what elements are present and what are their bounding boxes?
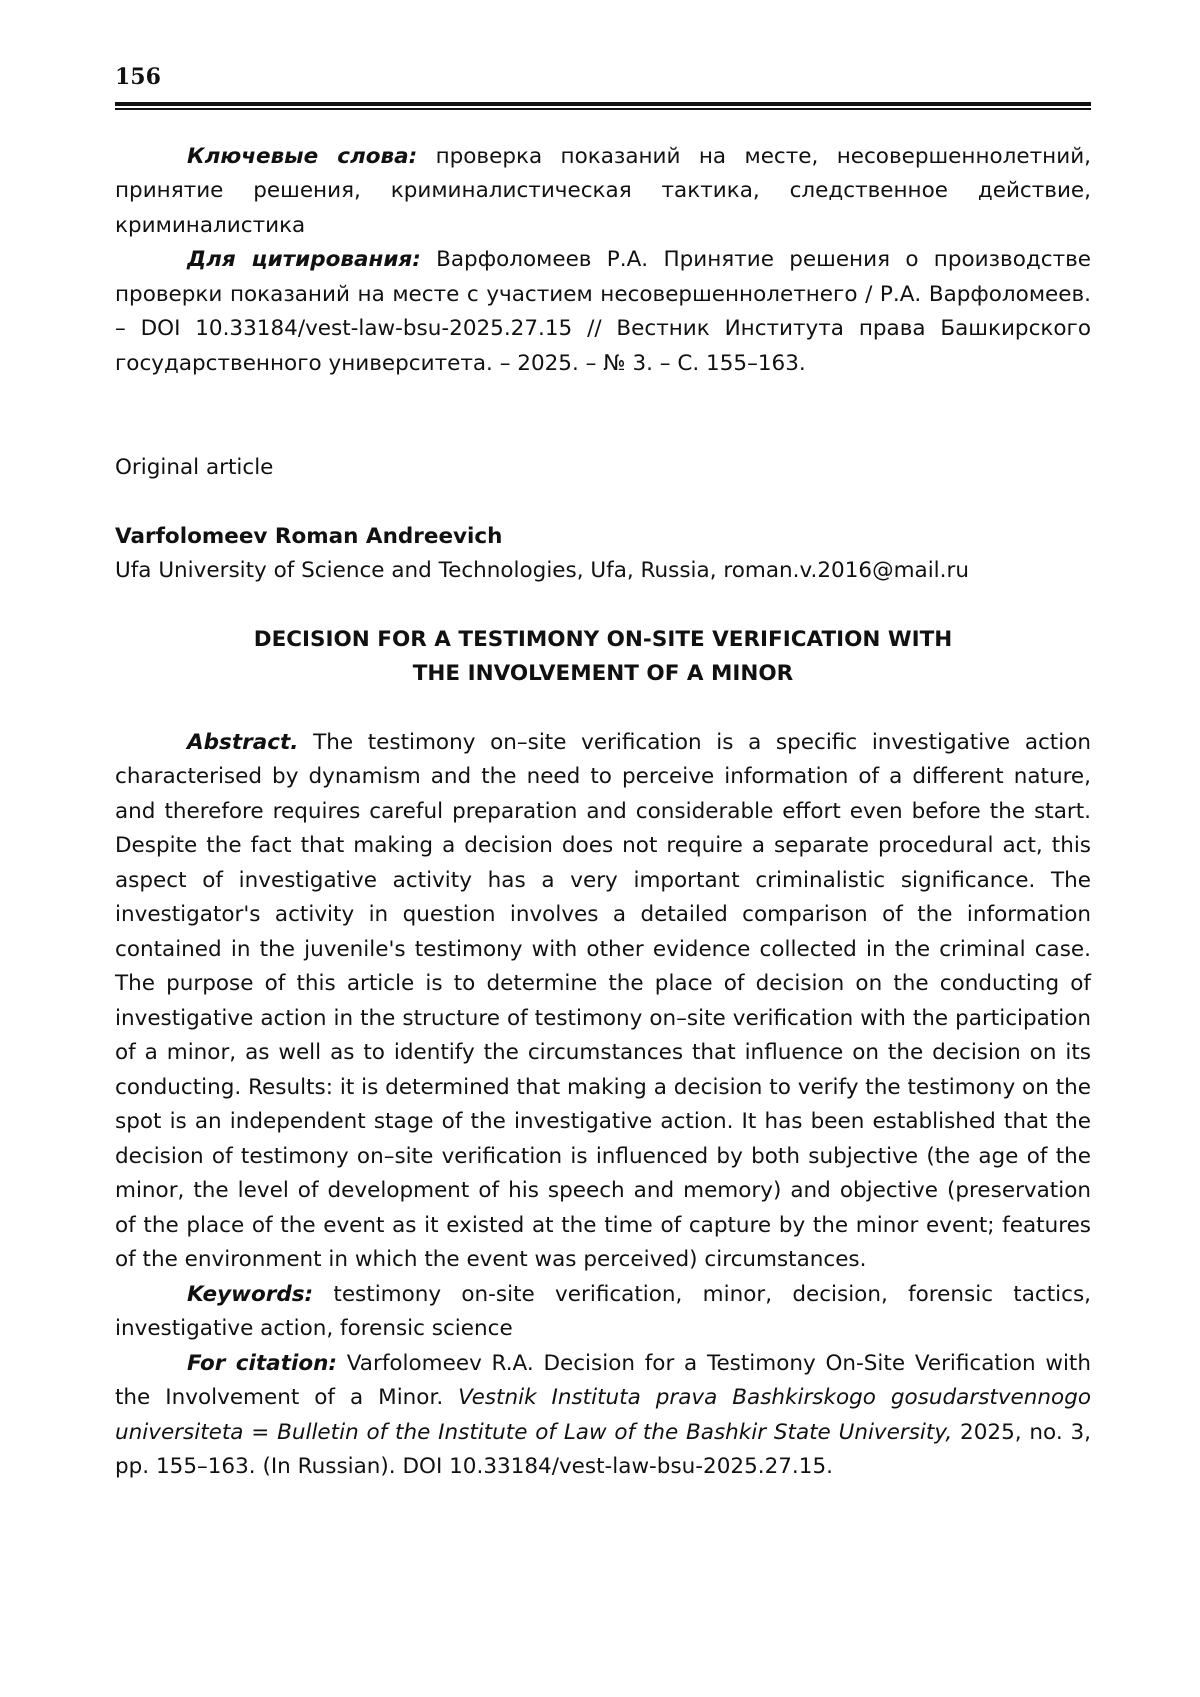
author-affiliation: Ufa University of Science and Technologies, Ufa, Russia, roman.v.2016@mail.ru	[115, 558, 969, 583]
article-title-line-1: DECISION FOR A TESTIMONY ON-SITE VERIFICATION WITH	[253, 626, 953, 652]
author-name: Varfolomeev Roman Andreevich	[115, 523, 503, 549]
en-citation-paragraph	[115, 1347, 1091, 1485]
abstract-paragraph	[115, 726, 1091, 1278]
article-type: Original article	[115, 455, 274, 480]
english-abstract-block	[115, 726, 1091, 1485]
abstract-label: Abstract.	[187, 729, 299, 755]
russian-metadata	[115, 140, 1091, 382]
ru-keywords-label: Ключевые слова:	[187, 143, 418, 169]
header-rule-thick	[115, 102, 1091, 106]
header-rule-thin	[115, 108, 1091, 110]
en-keywords-text: testimony on-site verification, minor, decision, forensic tactics, investigative action, forensic science	[115, 1281, 1091, 1341]
en-keywords-paragraph	[115, 1278, 1091, 1347]
page	[115, 62, 1091, 1485]
article-title	[115, 623, 1091, 692]
en-citation-journal: Vestnik Instituta prava Bashkirskogo gosudarstvennogo universiteta = Bulletin of the Institute of Law of the Bashkir State University,	[115, 1385, 1091, 1445]
en-keywords-label: Keywords:	[187, 1281, 314, 1307]
en-citation-text-before: Varfolomeev R.A. Decision for a Testimony On-Site Verification with the Involvement of a Minor.	[115, 1350, 1091, 1410]
author-block	[115, 520, 1091, 589]
ru-keywords-text: проверка показаний на месте, несовершеннолетний, принятие решения, криминалистическая тактика, следственное действие, криминалистика	[115, 143, 1092, 238]
page-number: 156	[115, 64, 161, 90]
en-citation-text-after: 2025, no. 3, pp. 155–163. (In Russian). DOI 10.33184/vest-law-bsu-2025.27.15.	[115, 1419, 1091, 1479]
en-citation-label: For citation:	[187, 1350, 338, 1376]
abstract-text: The testimony on–site verification is a specific investigative action characterised by dynamism and the need to perceive information of a different nature, and therefore requires careful preparation and considerable effort even before the start. Despite the fact that making a decision does not require a separate procedural act, this aspect of investigative activity has a very important criminalistic significance. The investigator's activity in question involves a detailed comparison of the information contained in the juvenile's testimony with other evidence collected in the criminal case. The purpose of this article is to determine the place of decision on the conducting of investigative action in the structure of testimony on–site verification with the participation of a minor, as well as to identify the circumstances that influence on the decision on its conducting. Results: it is determined that making a decision to verify the testimony on the spot is an independent stage of the investigative action. It has been established that the decision of testimony on–site verification is influenced by both subjective (the age of the minor, the level of development of his speech and memory) and objective (preservation of the place of the event as it existed at the time of capture by the minor event; features of the environment in which the event was perceived) circumstances.	[115, 729, 1091, 1272]
ru-keywords-paragraph	[115, 140, 1091, 244]
ru-citation-paragraph	[115, 243, 1091, 381]
ru-citation-text: Варфоломеев Р.А. Принятие решения о производстве проверки показаний на месте с участием несовершеннолетнего / Р.А. Варфоломеев. – DOI 10.33184/vest-law-bsu-2025.27.15 // Вестник Института права Башкирского государственного университета. – 2025. – № 3. – С. 155–163.	[115, 247, 1091, 376]
ru-citation-label: Для цитирования:	[187, 247, 421, 272]
article-title-line-2: THE INVOLVEMENT OF A MINOR	[412, 661, 794, 686]
